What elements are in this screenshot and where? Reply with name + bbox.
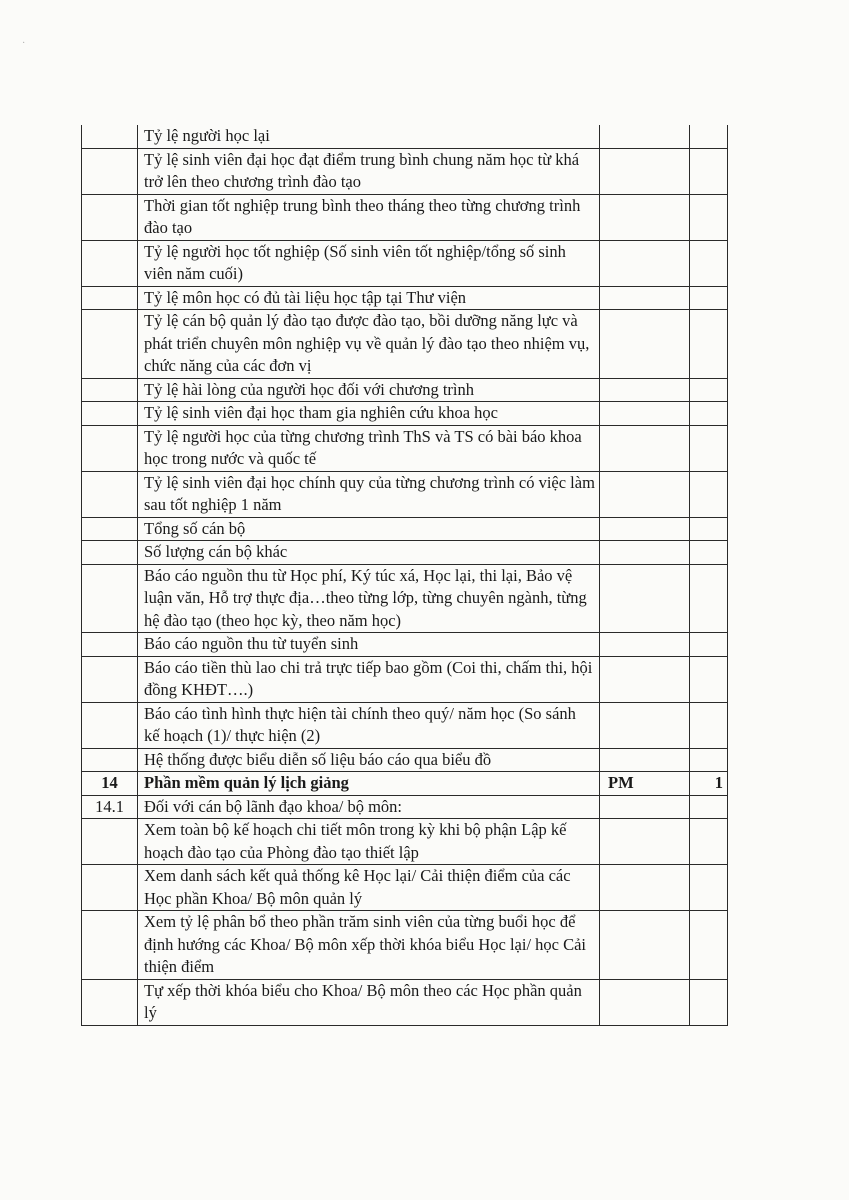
row-quantity-cell: 1 xyxy=(690,772,728,796)
row-unit-cell xyxy=(600,748,690,772)
row-content-cell: Tỷ lệ môn học có đủ tài liệu học tập tại Thư viện xyxy=(138,286,600,310)
row-number-cell xyxy=(82,148,138,194)
row-content-cell: Báo cáo tiền thù lao chi trả trực tiếp bao gồm (Coi thi, chấm thi, hội đồng KHĐT….) xyxy=(138,656,600,702)
table-row xyxy=(82,819,728,865)
row-number-cell xyxy=(82,240,138,286)
row-quantity-cell xyxy=(690,378,728,402)
row-quantity-cell xyxy=(690,471,728,517)
row-content-cell: Tỷ lệ người học tốt nghiệp (Số sinh viên tốt nghiệp/tổng số sinh viên năm cuối) xyxy=(138,240,600,286)
table-row xyxy=(82,979,728,1025)
row-content-cell: Hệ thống được biểu diễn số liệu báo cáo qua biểu đồ xyxy=(138,748,600,772)
row-number-cell xyxy=(82,748,138,772)
row-content-cell: Xem tỷ lệ phân bổ theo phần trăm sinh viên của từng buổi học để định hướng các Khoa/ Bộ môn xếp thời khóa biểu Học lại/ học Cải thiện điểm xyxy=(138,911,600,980)
row-quantity-cell xyxy=(690,911,728,980)
table-row xyxy=(82,541,728,565)
row-unit-cell xyxy=(600,795,690,819)
table-row xyxy=(82,240,728,286)
row-quantity-cell xyxy=(690,194,728,240)
row-unit-cell xyxy=(600,378,690,402)
row-number-cell xyxy=(82,425,138,471)
row-content-cell: Số lượng cán bộ khác xyxy=(138,541,600,565)
row-quantity-cell xyxy=(690,979,728,1025)
table-row xyxy=(82,148,728,194)
row-quantity-cell xyxy=(690,125,728,148)
row-unit-cell xyxy=(600,471,690,517)
row-content-cell: Tỷ lệ cán bộ quản lý đào tạo được đào tạo, bồi dưỡng năng lực và phát triển chuyên môn nghiệp vụ về quản lý đào tạo theo nhiệm vụ, chức năng của các đơn vị xyxy=(138,310,600,379)
table-row xyxy=(82,865,728,911)
table-row xyxy=(82,633,728,657)
row-quantity-cell xyxy=(690,148,728,194)
row-unit-cell xyxy=(600,865,690,911)
row-number-cell xyxy=(82,517,138,541)
row-quantity-cell xyxy=(690,702,728,748)
row-content-cell: Báo cáo nguồn thu từ tuyển sinh xyxy=(138,633,600,657)
row-unit-cell xyxy=(600,633,690,657)
row-quantity-cell xyxy=(690,425,728,471)
row-unit-cell xyxy=(600,702,690,748)
row-number-cell xyxy=(82,865,138,911)
row-number-cell xyxy=(82,656,138,702)
row-number-cell xyxy=(82,378,138,402)
row-quantity-cell xyxy=(690,795,728,819)
row-quantity-cell xyxy=(690,310,728,379)
row-quantity-cell xyxy=(690,748,728,772)
scan-speck: · xyxy=(22,38,26,49)
row-quantity-cell xyxy=(690,633,728,657)
row-content-cell: Tỷ lệ sinh viên đại học đạt điểm trung bình chung năm học từ khá trở lên theo chương trình đào tạo xyxy=(138,148,600,194)
row-content-cell: Tỷ lệ hài lòng của người học đối với chương trình xyxy=(138,378,600,402)
row-content-cell: Tỷ lệ người học lại xyxy=(138,125,600,148)
row-quantity-cell xyxy=(690,656,728,702)
table-row xyxy=(82,310,728,379)
row-unit-cell xyxy=(600,425,690,471)
table-row xyxy=(82,194,728,240)
row-unit-cell xyxy=(600,517,690,541)
row-unit-cell xyxy=(600,564,690,633)
row-unit-cell xyxy=(600,541,690,565)
row-number-cell xyxy=(82,286,138,310)
table-row xyxy=(82,471,728,517)
row-quantity-cell xyxy=(690,286,728,310)
row-content-cell: Phần mềm quản lý lịch giảng xyxy=(138,772,600,796)
row-number-cell xyxy=(82,541,138,565)
table-row xyxy=(82,702,728,748)
row-unit-cell xyxy=(600,310,690,379)
row-unit-cell xyxy=(600,911,690,980)
table-row xyxy=(82,125,728,148)
table-row xyxy=(82,911,728,980)
row-unit-cell xyxy=(600,402,690,426)
table-body xyxy=(82,125,728,1025)
row-content-cell: Tỷ lệ người học của từng chương trình ThS và TS có bài báo khoa học trong nước và quốc tế xyxy=(138,425,600,471)
table-row xyxy=(82,564,728,633)
table-row xyxy=(82,402,728,426)
row-number-cell xyxy=(82,702,138,748)
table-row xyxy=(82,517,728,541)
row-content-cell: Đối với cán bộ lãnh đạo khoa/ bộ môn: xyxy=(138,795,600,819)
row-unit-cell xyxy=(600,240,690,286)
row-number-cell xyxy=(82,402,138,426)
table-row xyxy=(82,772,728,796)
row-number-cell xyxy=(82,819,138,865)
row-content-cell: Tỷ lệ sinh viên đại học chính quy của từng chương trình có việc làm sau tốt nghiệp 1 năm xyxy=(138,471,600,517)
requirements-table xyxy=(81,125,728,1026)
row-content-cell: Xem toàn bộ kế hoạch chi tiết môn trong kỳ khi bộ phận Lập kế hoạch đào tạo của Phòng đào tạo thiết lập xyxy=(138,819,600,865)
row-quantity-cell xyxy=(690,819,728,865)
row-content-cell: Tỷ lệ sinh viên đại học tham gia nghiên cứu khoa học xyxy=(138,402,600,426)
row-number-cell xyxy=(82,471,138,517)
table-row xyxy=(82,378,728,402)
row-quantity-cell xyxy=(690,402,728,426)
table-row xyxy=(82,795,728,819)
row-number-cell xyxy=(82,911,138,980)
row-unit-cell xyxy=(600,819,690,865)
row-quantity-cell xyxy=(690,541,728,565)
row-number-cell xyxy=(82,979,138,1025)
row-quantity-cell xyxy=(690,564,728,633)
row-content-cell: Tổng số cán bộ xyxy=(138,517,600,541)
row-number-cell: 14.1 xyxy=(82,795,138,819)
row-unit-cell: PM xyxy=(600,772,690,796)
row-content-cell: Báo cáo tình hình thực hiện tài chính theo quý/ năm học (So sánh kế hoạch (1)/ thực hiện (2) xyxy=(138,702,600,748)
row-content-cell: Báo cáo nguồn thu từ Học phí, Ký túc xá, Học lại, thi lại, Bảo vệ luận văn, Hỗ trợ thực địa…theo từng lớp, từng chuyên ngành, từng hệ đào tạo (theo học kỳ, theo năm học) xyxy=(138,564,600,633)
row-number-cell xyxy=(82,125,138,148)
row-unit-cell xyxy=(600,286,690,310)
table-row xyxy=(82,286,728,310)
row-number-cell: 14 xyxy=(82,772,138,796)
row-content-cell: Tự xếp thời khóa biểu cho Khoa/ Bộ môn theo các Học phần quản lý xyxy=(138,979,600,1025)
row-number-cell xyxy=(82,633,138,657)
row-number-cell xyxy=(82,194,138,240)
row-unit-cell xyxy=(600,194,690,240)
row-quantity-cell xyxy=(690,517,728,541)
row-quantity-cell xyxy=(690,240,728,286)
row-unit-cell xyxy=(600,125,690,148)
table-row xyxy=(82,748,728,772)
table-row xyxy=(82,425,728,471)
row-unit-cell xyxy=(600,148,690,194)
row-quantity-cell xyxy=(690,865,728,911)
row-number-cell xyxy=(82,564,138,633)
row-content-cell: Xem danh sách kết quả thống kê Học lại/ Cải thiện điểm của các Học phần Khoa/ Bộ môn quản lý xyxy=(138,865,600,911)
row-unit-cell xyxy=(600,656,690,702)
row-content-cell: Thời gian tốt nghiệp trung bình theo tháng theo từng chương trình đào tạo xyxy=(138,194,600,240)
row-unit-cell xyxy=(600,979,690,1025)
table-row xyxy=(82,656,728,702)
row-number-cell xyxy=(82,310,138,379)
